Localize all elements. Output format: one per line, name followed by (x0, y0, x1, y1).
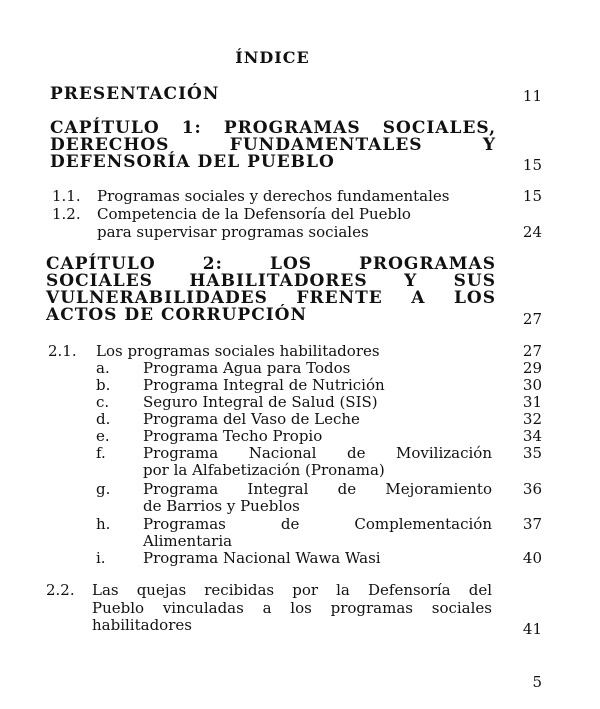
page-number: 5 (532, 673, 542, 691)
page-title: ÍNDICE (235, 48, 310, 67)
presentacion-page: 11 (522, 87, 542, 105)
chapter2-page: 27 (522, 310, 542, 328)
presentacion-label: PRESENTACIÓN (50, 84, 220, 104)
chapter1-page: 15 (522, 156, 542, 174)
